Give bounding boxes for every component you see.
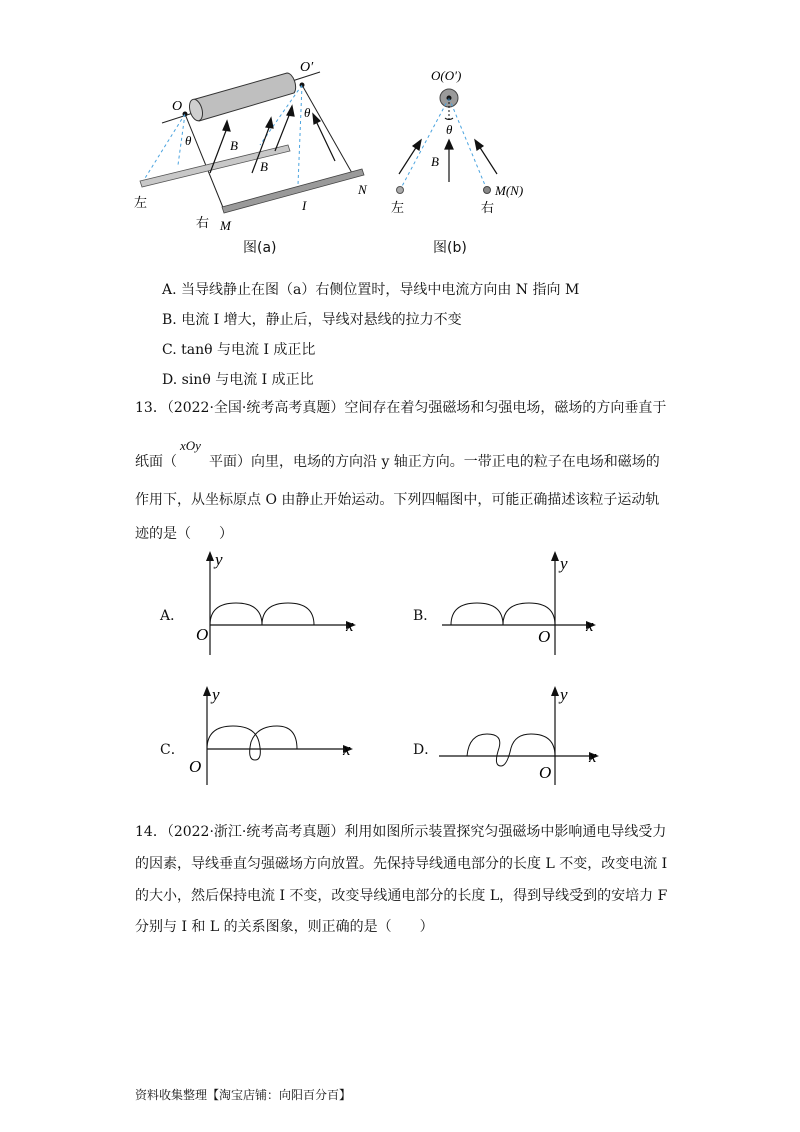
- label-I: I: [302, 198, 307, 213]
- q13-option-d-label[interactable]: D．: [413, 742, 439, 758]
- label-O: O: [172, 99, 183, 114]
- x-axis-label: x: [586, 616, 594, 635]
- q14-line-2: 的因素，导线垂直匀强磁场方向放置。先保持导线通电部分的长度 L 不变，改变电流 I: [135, 856, 668, 872]
- option-text: sinθ 与电流 I 成正比: [181, 372, 314, 388]
- label-N: N: [358, 182, 367, 197]
- label-left: 左: [134, 195, 148, 210]
- x-axis-label: x: [346, 616, 354, 635]
- y-axis-label: y: [215, 550, 223, 569]
- q13-line-3: 作用下，从坐标原点 O 由静止开始运动。下列四幅图中，可能正确描述该粒子运动轨: [135, 492, 660, 508]
- label-theta-2: θ: [304, 105, 311, 120]
- x-axis-label: x: [343, 740, 351, 759]
- q13-graph-d: [435, 680, 610, 790]
- y-axis-label: y: [560, 554, 568, 573]
- q13-graph-c: [185, 680, 365, 790]
- q12-option-a[interactable]: [162, 280, 579, 300]
- q14-line-1: 14．（2022·浙江·统考高考真题）利用如图所示装置探究匀强磁场中影响通电导线受力: [135, 824, 667, 840]
- q13-option-c-label[interactable]: C．: [160, 742, 185, 758]
- x-axis-label: x: [589, 747, 597, 766]
- figure-b: [385, 62, 545, 222]
- label-right: 右: [196, 215, 210, 230]
- q13-option-b-label[interactable]: B．: [413, 608, 438, 624]
- y-axis-label: y: [212, 685, 220, 704]
- label-theta-b: θ: [446, 122, 453, 137]
- option-text: 电流 I 增大，静止后，导线对悬线的拉力不变: [181, 312, 462, 328]
- q13-line-2a: 纸面（: [135, 454, 177, 470]
- origin-label: O: [538, 627, 551, 646]
- label-O-prime: O′: [300, 60, 314, 75]
- label-right-b: 右: [481, 200, 495, 215]
- option-text: tanθ 与电流 I 成正比: [181, 342, 316, 358]
- option-letter: B.: [162, 312, 177, 328]
- label-B-2: B: [260, 159, 268, 174]
- label-O-O-prime: O(O′): [431, 68, 462, 83]
- cylinder: [187, 73, 295, 122]
- origin-label: O: [196, 625, 209, 644]
- origin-label: O: [539, 763, 552, 782]
- q12-option-b[interactable]: [162, 310, 462, 330]
- label-left-b: 左: [391, 200, 405, 215]
- q13-graph-a: [190, 545, 370, 665]
- q13-xoy: xOy: [180, 438, 201, 453]
- q12-option-d[interactable]: [162, 370, 314, 390]
- q13-line-4: 迹的是（ ）: [135, 526, 233, 542]
- q14-line-4: 分别与 I 和 L 的关系图象，则正确的是（ ）: [135, 919, 434, 935]
- q14-line-3: 的大小，然后保持电流 I 不变，改变导线通电部分的长度 L，得到导线受到的安培力 F: [135, 888, 668, 904]
- option-letter: C.: [162, 342, 177, 358]
- figure-a: [130, 55, 390, 235]
- q13-graph-b: [440, 545, 610, 665]
- q12-option-c[interactable]: [162, 340, 315, 360]
- option-text: 当导线静止在图（a）右侧位置时，导线中电流方向由 N 指向 M: [181, 282, 580, 298]
- label-M-N: M(N): [495, 183, 524, 198]
- option-letter: D.: [162, 372, 178, 388]
- label-B-1: B: [230, 138, 238, 153]
- label-theta-1: θ: [185, 133, 192, 148]
- page-footer: 资料收集整理【淘宝店铺：向阳百分百】: [135, 1088, 352, 1102]
- label-M: M: [220, 218, 231, 233]
- q13-line-1: 13．（2022·全国·统考高考真题）空间存在着匀强磁场和匀强电场，磁场的方向垂直于: [135, 400, 667, 416]
- caption-figure-b: 图(b): [433, 240, 467, 256]
- q13-option-a-label[interactable]: A．: [160, 608, 185, 624]
- y-axis-label: y: [560, 685, 568, 704]
- origin-label: O: [189, 757, 202, 776]
- caption-figure-a: 图(a): [243, 240, 277, 256]
- q13-line-2b: 平面）向里，电场的方向沿 y 轴正方向。一带正电的粒子在电场和磁场的: [209, 454, 660, 470]
- option-letter: A.: [162, 282, 177, 298]
- label-B-b: B: [431, 154, 439, 169]
- q13-line-2: [135, 452, 660, 472]
